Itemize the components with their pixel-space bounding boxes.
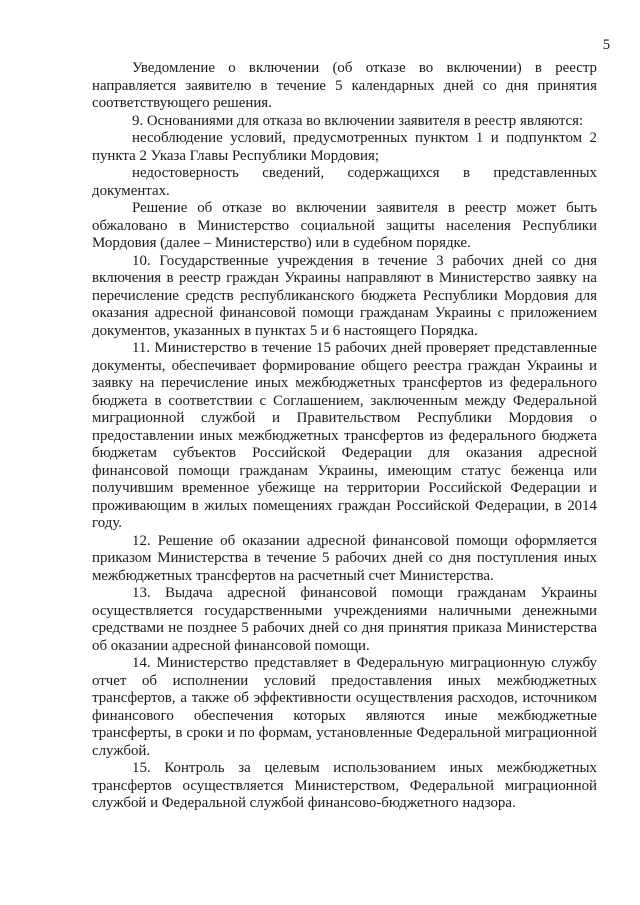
paragraph-refusal-ground-conditions: несоблюдение условий, предусмотренных пунктом 1 и подпунктом 2 пункта 2 Указа Главы Республики Мордовия; [92,130,597,164]
paragraph-notification: Уведомление о включении (об отказе во включении) в реестр направляется заявителю в течение 5 календарных дней со дня принятия соответствующего решения. [92,60,597,111]
paragraph-13: 13. Выдача адресной финансовой помощи гражданам Украины осуществляется государственными учреждениями наличными денежными средствами не позднее 5 рабочих дней со дня принятия приказа Министерства об оказании адресной финансовой помощи. [92,585,597,654]
paragraph-11: 11. Министерство в течение 15 рабочих дней проверяет представленные документы, обеспечивает формирование общего реестра граждан Украины и заявку на перечисление иных межбюджетных трансфертов из федерального бюджета в соответствии с Соглашением, заключенным между Федеральной миграционной службой и Правительством Республики Мордовия о предоставлении иных межбюджетных трансфертов из федерального бюджета бюджетам субъектов Российской Федерации для оказания адресной финансовой помощи гражданам Украины, имеющим статус беженца или получившим временное убежище на территории Российской Федерации и проживающим в жилых помещениях граждан Российской Федерации, в 2014 году. [92,340,597,531]
page-number: 5 [602,37,610,53]
paragraph-refusal-ground-inaccuracy: недостоверность сведений, содержащихся в представленных документах. [92,165,597,199]
paragraph-14: 14. Министерство представляет в Федеральную миграционную службу отчет об исполнении условий предоставления иных межбюджетных трансфертов, а также об эффективности осуществления расходов, источником финансового обеспечения которых являются иные межбюджетные трансферты, в сроки и по формам, установленные Федеральной миграционной службой. [92,655,597,759]
document-body [92,60,597,813]
paragraph-9-refusal-grounds: 9. Основаниями для отказа во включении заявителя в реестр являются: [132,112,584,129]
paragraph-15: 15. Контроль за целевым использованием иных межбюджетных трансфертов осуществляется Министерством, Федеральной миграционной службой и Федеральной службой финансово-бюджетного надзора. [92,760,597,811]
paragraph-appeal: Решение об отказе во включении заявителя в реестр может быть обжаловано в Министерство социальной защиты населения Республики Мордовия (далее – Министерство) или в судебном порядке. [92,200,597,251]
paragraph-10: 10. Государственные учреждения в течение 3 рабочих дней со дня включения в реестр граждан Украины направляют в Министерство заявку на перечисление средств республиканского бюджета Республики Мордовия для оказания адресной финансовой помощи гражданам Украины с приложением документов, указанных в пунктах 5 и 6 настоящего Порядка. [92,252,597,339]
paragraph-12: 12. Решение об оказании адресной финансовой помощи оформляется приказом Министерства в течение 5 рабочих дней со дня поступления иных межбюджетных трансфертов на расчетный счет Министерства. [92,532,597,584]
